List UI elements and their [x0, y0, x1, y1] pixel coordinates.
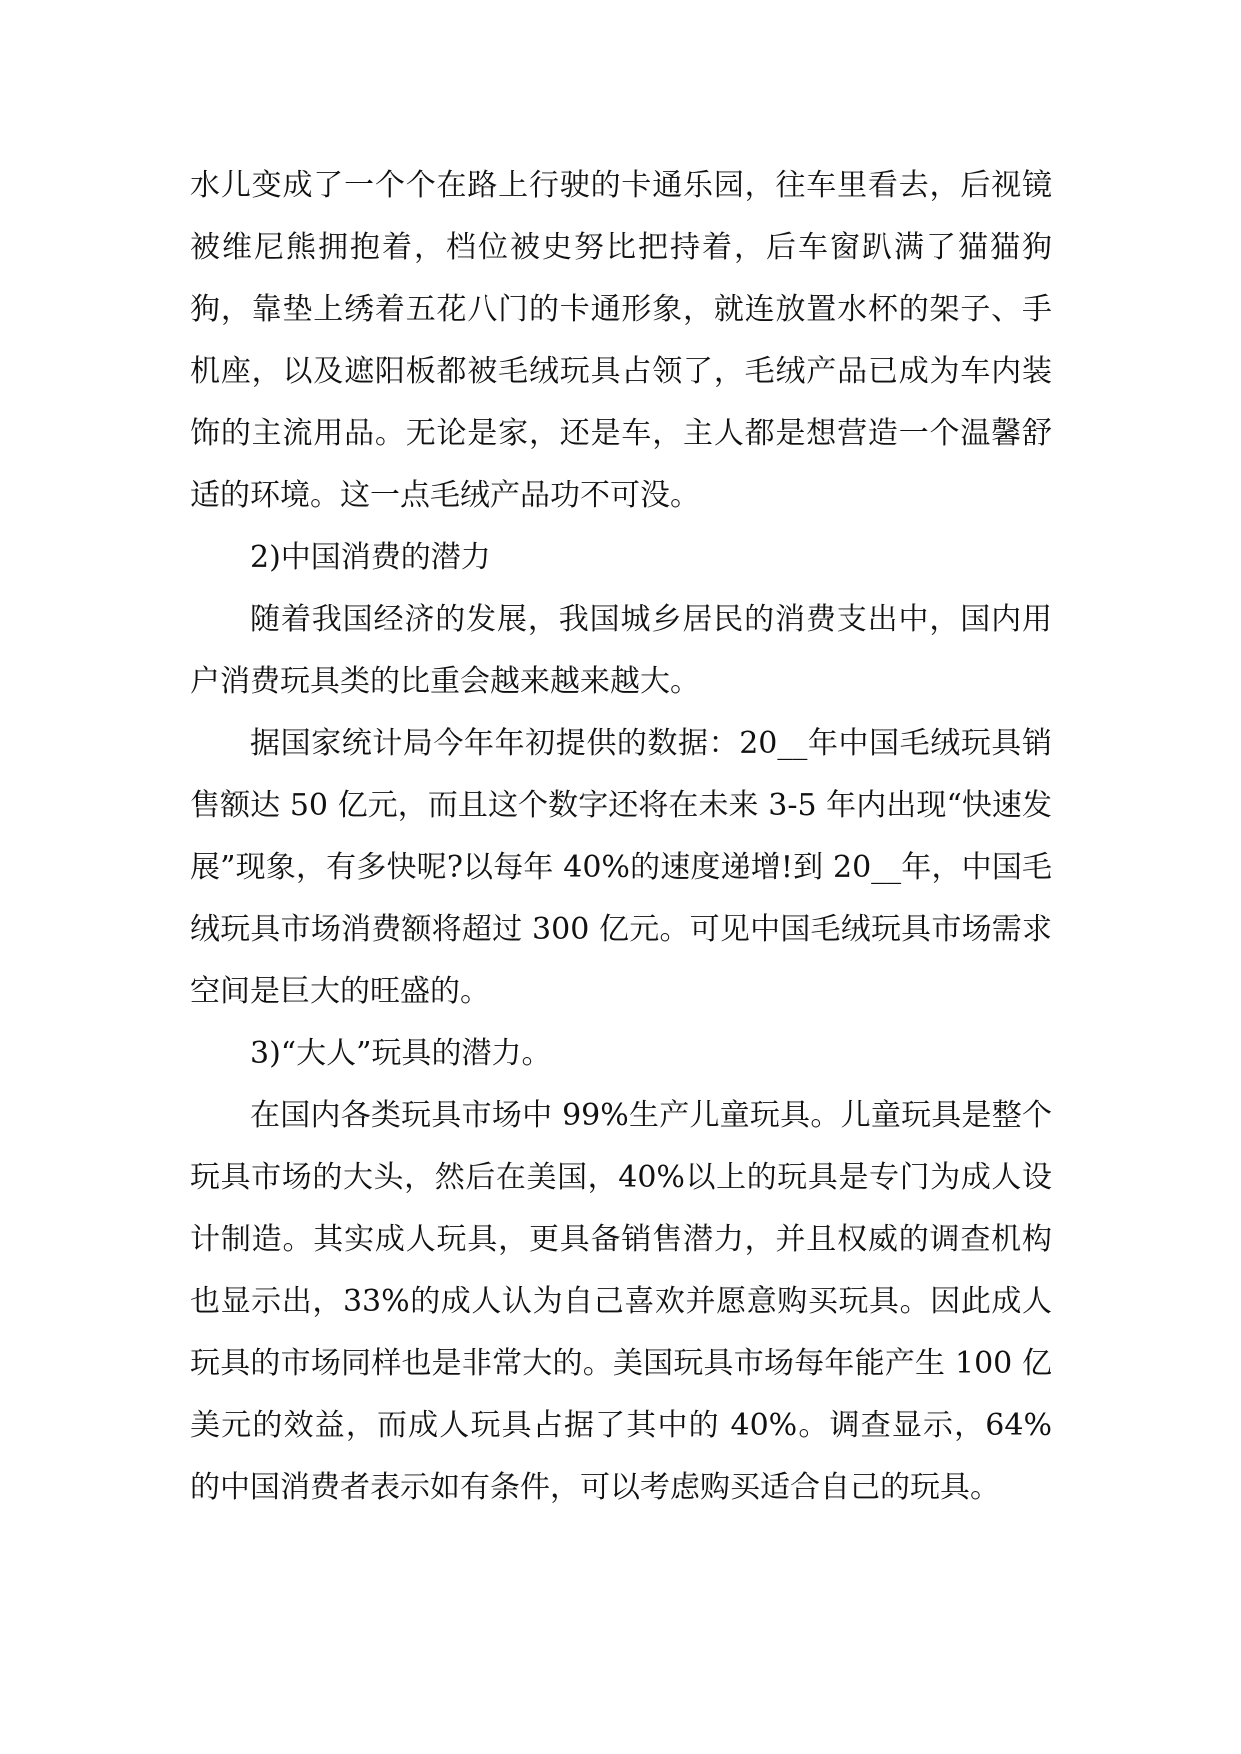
paragraph-adult-toy-market: 在国内各类玩具市场中 99%生产儿童玩具。儿童玩具是整个玩具市场的大头，然后在美国，40%以上的玩具是专门为成人设计制造。其实成人玩具，更具备销售潜力，并且权威的调查机构也显示出，33%的成人认为自己喜欢并愿意购买玩具。因此成人玩具的市场同样也是非常大的。美国玩具市场每年能产生 100 亿美元的效益，而成人玩具占据了其中的 40%。调查显示，64%的中国消费者表示如有条件，可以考虑购买适合自己的玩具。	[190, 1098, 1052, 1505]
paragraph-economic-development: 随着我国经济的发展，我国城乡居民的消费支出中，国内用户消费玩具类的比重会越来越来越大。	[190, 602, 1052, 699]
document-body	[190, 155, 1052, 1519]
paragraph-continuation: 水儿变成了一个个在路上行驶的卡通乐园，往车里看去，后视镜被维尼熊拥抱着，档位被史努比把持着，后车窗趴满了猫猫狗狗，靠垫上绣着五花八门的卡通形象，就连放置水杯的架子、手机座，以及遮阳板都被毛绒玩具占领了，毛绒产品已成为车内装饰的主流用品。无论是家，还是车，主人都是想营造一个温馨舒适的环境。这一点毛绒产品功不可没。	[190, 168, 1052, 513]
paragraph-statistics-data: 据国家统计局今年年初提供的数据：20__年中国毛绒玩具销售额达 50 亿元，而且这个数字还将在未来 3-5 年内出现“快速发展”现象，有多快呢?以每年 40%的速度递增!到 20__年，中国毛绒玩具市场消费额将超过 300 亿元。可见中国毛绒玩具市场需求空间是巨大的旺盛的。	[190, 726, 1052, 1009]
section-heading-consumption-potential: 2)中国消费的潜力	[250, 540, 491, 575]
section-heading-adult-toys: 3)“大人”玩具的潜力。	[250, 1036, 552, 1071]
